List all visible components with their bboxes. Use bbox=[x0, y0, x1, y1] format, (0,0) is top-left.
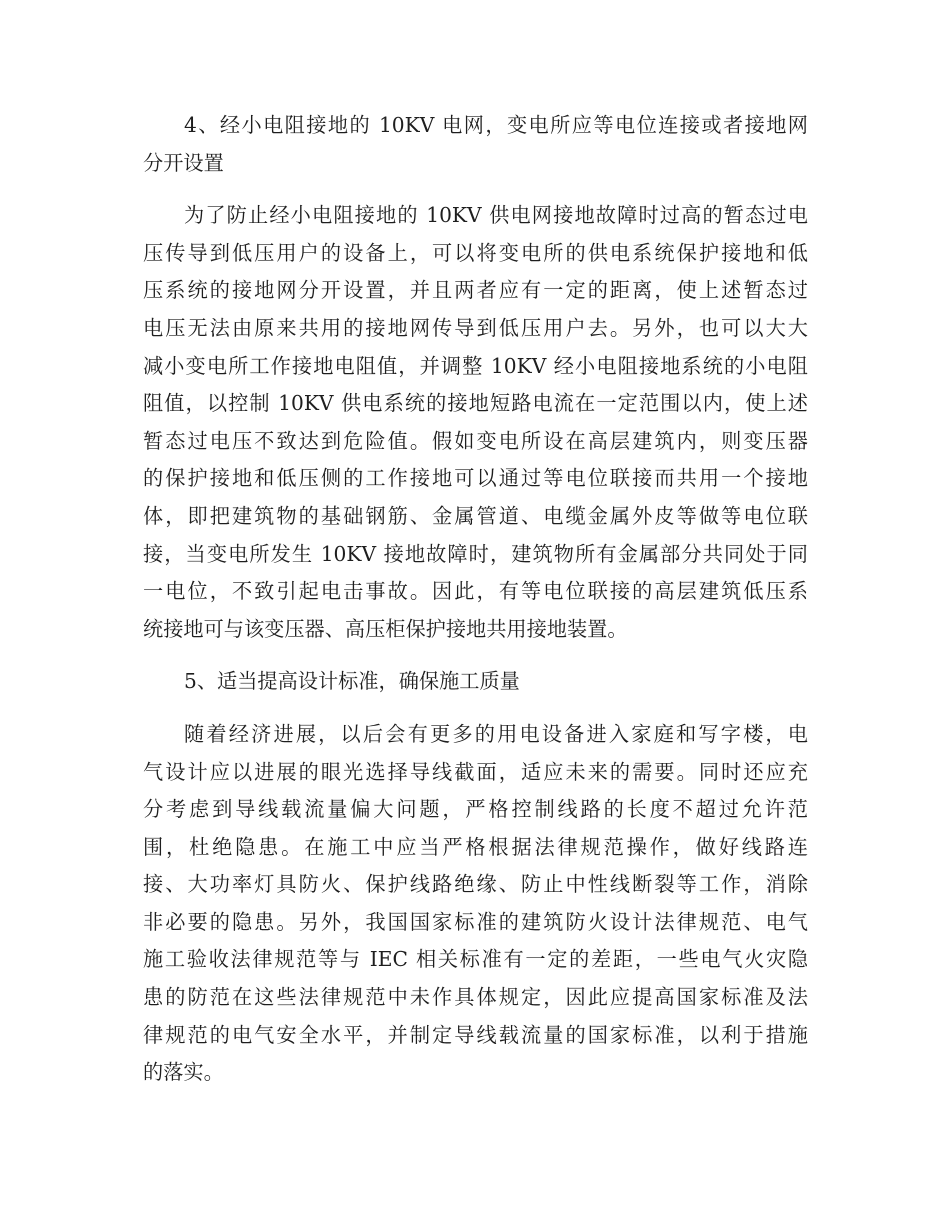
paragraph-line: 阻值，以控制 10KV 供电系统的接地短路电流在一定范围以内，使上述 bbox=[143, 391, 808, 416]
paragraph-line: 压传导到低压用户的设备上，可以将变电所的供电系统保护接地和低 bbox=[143, 240, 808, 265]
paragraph-line: 气设计应以进展的眼光选择导线截面，适应未来的需要。同时还应充 bbox=[143, 759, 808, 784]
paragraph-line: 患的防范在这些法律规范中未作具体规定，因此应提高国家标准及法 bbox=[143, 985, 808, 1010]
paragraph-line: 接、大功率灯具防火、保护线路绝缘、防止中性线断裂等工作，消除 bbox=[143, 872, 808, 897]
paragraph-line: 随着经济进展，以后会有更多的用电设备进入家庭和写字楼，电 bbox=[184, 721, 808, 746]
paragraph-line: 施工验收法律规范等与 IEC 相关标准有一定的差距，一些电气火灾隐 bbox=[143, 947, 808, 972]
heading-line: 5、适当提高设计标准，确保施工质量 bbox=[184, 669, 520, 694]
paragraph-line: 一电位，不致引起电击事故。因此，有等电位联接的高层建筑低压系 bbox=[143, 579, 808, 604]
paragraph-line: 暂态过电压不致达到危险值。假如变电所设在高层建筑内，则变压器 bbox=[143, 428, 808, 453]
paragraph-line: 接，当变电所发生 10KV 接地故障时，建筑物所有金属部分共同处于同 bbox=[143, 541, 808, 566]
paragraph-line: 的落实。 bbox=[143, 1060, 224, 1085]
paragraph-line: 为了防止经小电阻接地的 10KV 供电网接地故障时过高的暂态过电 bbox=[184, 203, 808, 228]
paragraph-line: 围，杜绝隐患。在施工中应当严格根据法律规范操作，做好线路连 bbox=[143, 834, 808, 859]
document-body bbox=[143, 107, 808, 1107]
paragraph-line: 压系统的接地网分开设置，并且两者应有一定的距离，使上述暂态过 bbox=[143, 278, 808, 303]
paragraph-line: 非必要的隐患。另外，我国国家标准的建筑防火设计法律规范、电气 bbox=[143, 909, 808, 934]
paragraph-line: 律规范的电气安全水平，并制定导线载流量的国家标准，以利于措施 bbox=[143, 1022, 808, 1047]
heading-line: 分开设置 bbox=[143, 150, 224, 175]
paragraph-design-standards bbox=[143, 716, 808, 1092]
paragraph-line: 统接地可与该变压器、高压柜保护接地共用接地装置。 bbox=[143, 616, 628, 641]
paragraph-line: 的保护接地和低压侧的工作接地可以通过等电位联接而共用一个接地 bbox=[143, 466, 808, 491]
section-heading-4 bbox=[143, 107, 808, 182]
paragraph-grounding-separation bbox=[143, 197, 808, 648]
paragraph-line: 减小变电所工作接地电阻值，并调整 10KV 经小电阻接地系统的小电阻 bbox=[143, 353, 808, 378]
heading-line: 4、经小电阻接地的 10KV 电网，变电所应等电位连接或者接地网 bbox=[184, 113, 808, 137]
section-heading-5 bbox=[143, 663, 808, 701]
paragraph-line: 体，即把建筑物的基础钢筋、金属管道、电缆金属外皮等做等电位联 bbox=[143, 503, 808, 528]
paragraph-line: 电压无法由原来共用的接地网传导到低压用户去。另外，也可以大大 bbox=[143, 315, 808, 340]
paragraph-line: 分考虑到导线载流量偏大问题，严格控制线路的长度不超过允许范 bbox=[143, 797, 808, 822]
